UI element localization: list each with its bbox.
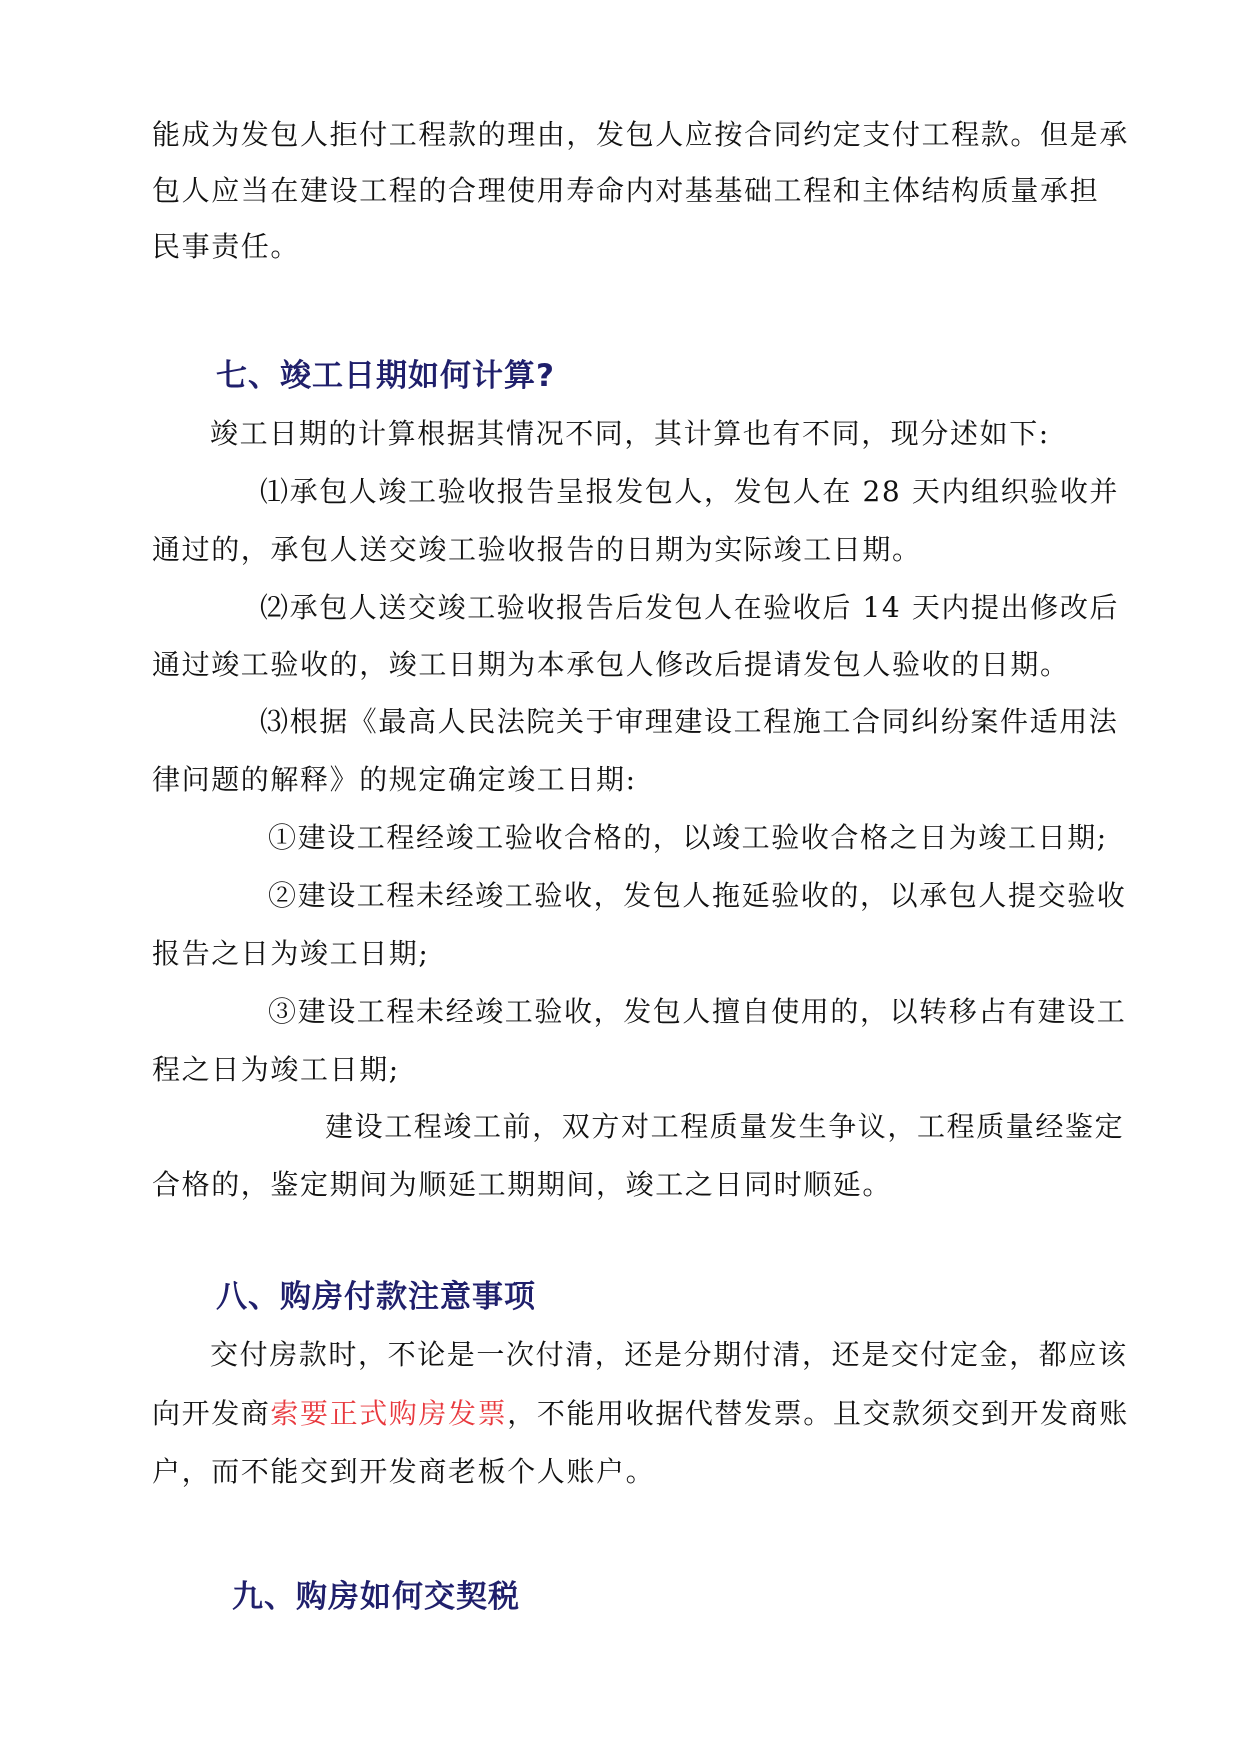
section-7-sub-1: ①建设工程经竣工验收合格的，以竣工验收合格之日为竣工日期; [268, 821, 1108, 854]
section-8-line-2-after: ，不能用收据代替发票。且交款须交到开发商账 [507, 1397, 1129, 1430]
intro-line-3: 民事责任。 [152, 230, 301, 263]
section-7-item-3-line-1: ⑶根据《最高人民法院关于审理建设工程施工合同纠纷案件适用法 [260, 705, 1119, 738]
section-7-item-3-line-2: 律问题的解释》的规定确定竣工日期: [152, 763, 637, 796]
section-7-intro: 竣工日期的计算根据其情况不同，其计算也有不同，现分述如下: [210, 417, 1050, 450]
section-8-line-3: 户，而不能交到开发商老板个人账户。 [152, 1455, 656, 1488]
section-7-item-2-line-2: 通过竣工验收的，竣工日期为本承包人修改后提请发包人验收的日期。 [152, 648, 1070, 681]
section-7-item-2-line-1: ⑵承包人送交竣工验收报告后发包人在验收后 14 天内提出修改后 [260, 591, 1120, 624]
section-9-heading: 九、购房如何交契税 [232, 1579, 520, 1615]
section-8-line-2-before: 向开发商 [152, 1397, 271, 1430]
section-8-line-1: 交付房款时，不论是一次付清，还是分期付清，还是交付定金，都应该 [210, 1338, 1128, 1371]
intro-line-2: 包人应当在建设工程的合理使用寿命内对基基础工程和主体结构质量承担 [152, 174, 1100, 207]
section-7-item-1-line-1: ⑴承包人竣工验收报告呈报发包人，发包人在 28 天内组织验收并 [260, 475, 1120, 508]
section-7-item-1-line-2: 通过的，承包人送交竣工验收报告的日期为实际竣工日期。 [152, 533, 922, 566]
section-7-sub-3-line-2: 程之日为竣工日期; [152, 1053, 400, 1086]
section-7-sub-3-line-1: ③建设工程未经竣工验收，发包人擅自使用的，以转移占有建设工 [268, 995, 1127, 1028]
invoice-highlight: 索要正式购房发票 [270, 1397, 508, 1430]
section-7-extra-line-1: 建设工程竣工前，双方对工程质量发生争议，工程质量经鉴定 [325, 1110, 1125, 1143]
intro-line-1: 能成为发包人拒付工程款的理由，发包人应按合同约定支付工程款。但是承 [152, 118, 1129, 151]
section-8-line-2 [152, 1397, 1129, 1431]
section-7-sub-2-line-1: ②建设工程未经竣工验收，发包人拖延验收的，以承包人提交验收 [268, 879, 1127, 912]
section-7-sub-2-line-2: 报告之日为竣工日期; [152, 937, 430, 970]
section-8-heading: 八、购房付款注意事项 [216, 1279, 536, 1315]
section-7-heading: 七、竣工日期如何计算? [216, 358, 555, 394]
section-7-extra-line-2: 合格的，鉴定期间为顺延工期期间，竣工之日同时顺延。 [152, 1168, 893, 1201]
